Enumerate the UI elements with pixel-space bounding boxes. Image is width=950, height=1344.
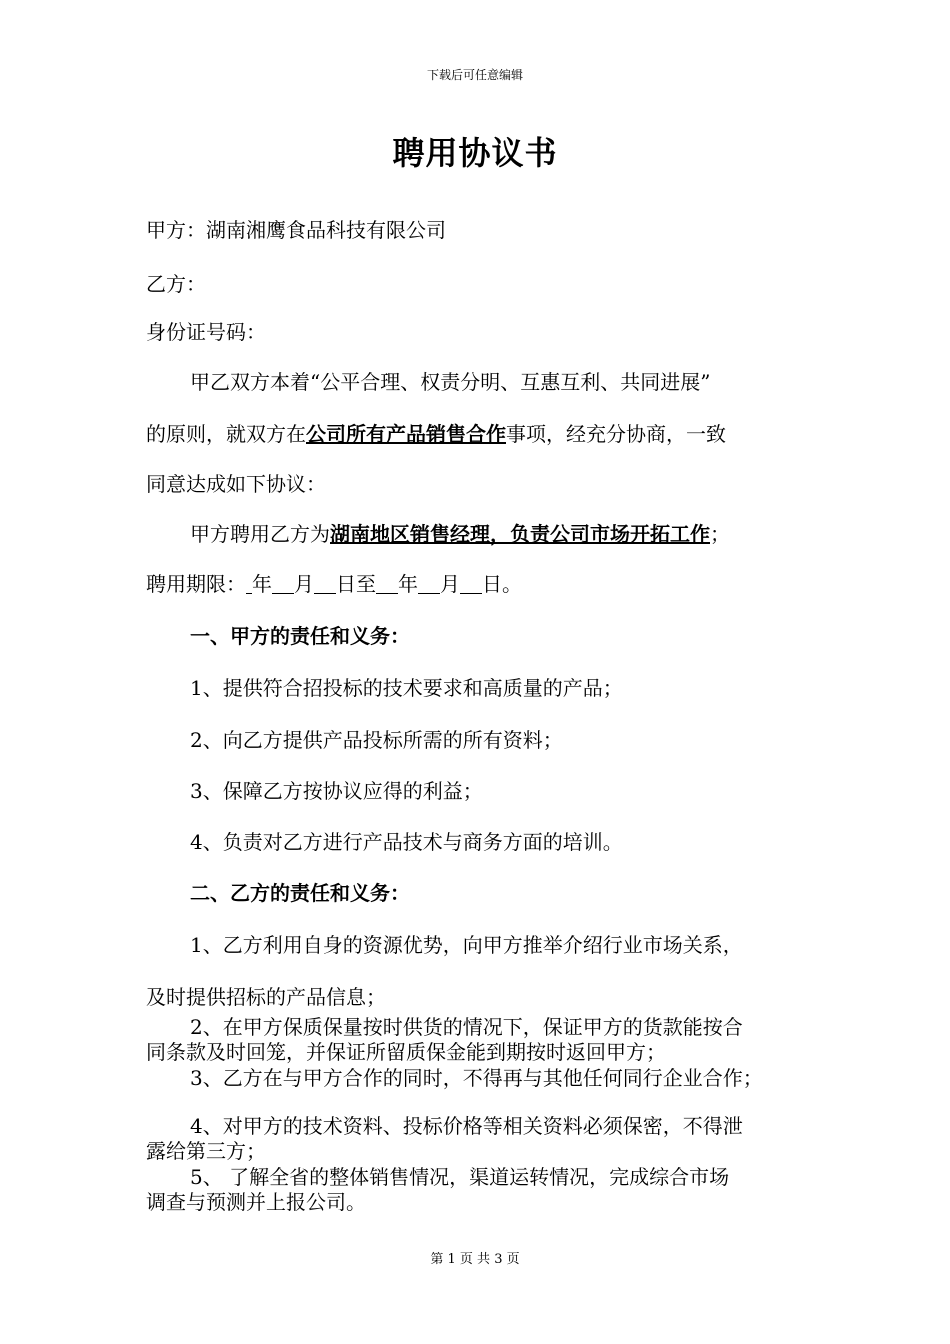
term-year-2: 年: [398, 572, 418, 596]
section-2-item-5b: 调查与预测并上报公司。: [146, 1190, 366, 1214]
term-blank: [272, 575, 294, 594]
section-2-item-4a: 4、对甲方的技术资料、投标价格等相关资料必须保密，不得泄: [190, 1114, 743, 1138]
intro-line-2-post: 事项，经充分协商，一致: [506, 422, 726, 446]
section-1-heading: 一、甲方的责任和义务：: [190, 624, 410, 648]
page-header-note: 下载后可任意编辑: [426, 68, 523, 82]
section-1-item: 2、向乙方提供产品投标所需的所有资料；: [190, 728, 563, 752]
id-number: 身份证号码：: [146, 320, 266, 344]
party-a: 甲方：湖南湘鹰食品科技有限公司: [146, 218, 446, 242]
section-2-item-1a: 1、乙方利用自身的资源优势，向甲方推举介绍行业市场关系，: [190, 933, 743, 957]
section-2-item-3: 3、乙方在与甲方合作的同时，不得再与其他任何同行企业合作；: [190, 1066, 763, 1090]
appointment-line: [146, 518, 808, 568]
section-2-item-5a: 5、 了解全省的整体销售情况，渠道运转情况，完成综合市场: [190, 1165, 730, 1189]
term-month-1: 月: [294, 572, 314, 596]
page-footer: 第 1 页 共 3 页: [430, 1252, 520, 1267]
document-body: [146, 214, 808, 1212]
term-blank: [460, 575, 482, 594]
intro-line-2: [146, 418, 808, 468]
term-day-1: 日至: [336, 572, 376, 596]
section-2-item-4b: 露给第三方；: [146, 1139, 266, 1163]
appointment-pre: 甲方聘用乙方为: [190, 522, 330, 546]
intro-line-2-pre: 的原则，就双方在: [146, 422, 306, 446]
section-1-item: 4、负责对乙方进行产品技术与商务方面的培训。: [190, 830, 623, 854]
term-line: [146, 568, 808, 620]
party-b: 乙方：: [146, 272, 206, 296]
term-month-2: 月: [440, 572, 460, 596]
intro-line-1: 甲乙双方本着“公平合理、权责分明、互惠互利、共同进展”: [190, 370, 711, 394]
intro-line-3: 同意达成如下协议：: [146, 472, 326, 496]
section-2-item-2b: 同条款及时回笼，并保证所留质保金能到期按时返回甲方；: [146, 1040, 666, 1064]
document-title: 聘用协议书: [392, 134, 558, 172]
section-2-heading: 二、乙方的责任和义务：: [190, 881, 410, 905]
section-1-item: 1、提供符合招投标的技术要求和高质量的产品；: [190, 676, 623, 700]
intro-emphasis: 公司所有产品销售合作: [306, 422, 506, 446]
term-day-2: 日。: [482, 572, 522, 596]
section-1-item: 3、保障乙方按协议应得的利益；: [190, 779, 483, 803]
term-blank: [314, 575, 336, 594]
term-blank: [418, 575, 440, 594]
term-blank: [376, 575, 398, 594]
section-2-item-2a: 2、在甲方保质保量按时供货的情况下，保证甲方的货款能按合: [190, 1015, 743, 1039]
appointment-role: 湖南地区销售经理，负责公司市场开拓工作: [330, 522, 710, 546]
section-2-item-1b: 及时提供招标的产品信息；: [146, 985, 386, 1009]
appointment-post: ；: [710, 522, 730, 546]
term-label: 聘用期限：: [146, 572, 246, 596]
term-year-1: 年: [252, 572, 272, 596]
